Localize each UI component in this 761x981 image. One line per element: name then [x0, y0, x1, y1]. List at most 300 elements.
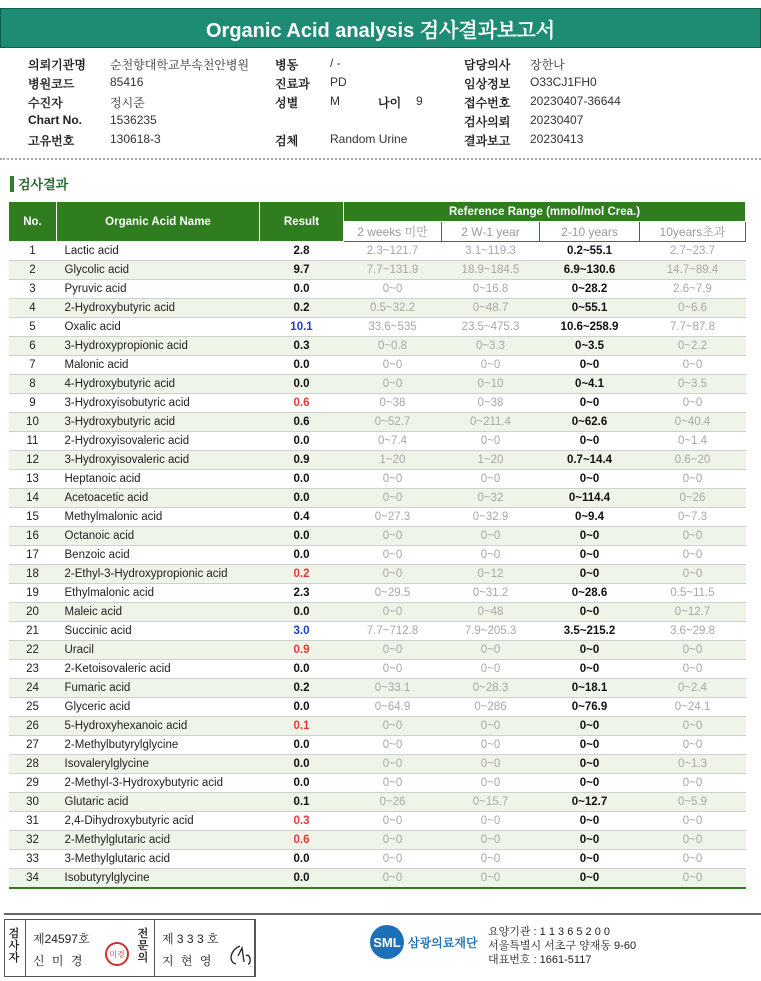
cell-no: 27: [9, 736, 57, 755]
col-header-result: Result: [260, 202, 344, 242]
cell-ref-2w-1y: 0~38: [442, 394, 540, 413]
cell-no: 26: [9, 717, 57, 736]
cell-ref-under-2w: 0~38: [344, 394, 442, 413]
cell-acid-name: 2-Hydroxybutyric acid: [57, 299, 260, 318]
cell-no: 1: [9, 242, 57, 261]
cell-result: 0.0: [260, 603, 344, 622]
section-header: [10, 174, 68, 193]
col1-label-1: 병원코드: [28, 77, 75, 91]
col3-label-3: 검사의뢰: [464, 115, 511, 129]
cell-ref-over-10y: 0.6~20: [640, 451, 746, 470]
col1-value-0: 순천향대학교부속천안병원: [110, 58, 250, 72]
cell-ref-over-10y: 0~2.4: [640, 679, 746, 698]
cell-ref-under-2w: 0~0: [344, 774, 442, 793]
table-row: [9, 850, 746, 869]
cell-ref-2-10y: 0~0: [540, 850, 640, 869]
col1-value-4: 130618-3: [110, 132, 161, 146]
cell-result: 0.6: [260, 831, 344, 850]
cell-no: 12: [9, 451, 57, 470]
cell-ref-under-2w: 0~64.9: [344, 698, 442, 717]
cell-ref-2-10y: 0~12.7: [540, 793, 640, 812]
cell-ref-under-2w: 0~26: [344, 793, 442, 812]
cell-no: 24: [9, 679, 57, 698]
subheader-age-4: 10years초과: [640, 222, 746, 242]
cell-ref-over-10y: 0~6.6: [640, 299, 746, 318]
cell-ref-under-2w: 0~0: [344, 280, 442, 299]
cell-ref-over-10y: 0~7.3: [640, 508, 746, 527]
cell-ref-over-10y: 0~0: [640, 660, 746, 679]
cell-ref-over-10y: 0~0: [640, 527, 746, 546]
table-row: [9, 603, 746, 622]
cell-ref-over-10y: 0~40.4: [640, 413, 746, 432]
cell-ref-2-10y: 6.9~130.6: [540, 261, 640, 280]
cell-acid-name: 2-Hydroxyisovaleric acid: [57, 432, 260, 451]
cell-no: 6: [9, 337, 57, 356]
cell-acid-name: 2-Ethyl-3-Hydroxypropionic acid: [57, 565, 260, 584]
cell-ref-2w-1y: 0~0: [442, 660, 540, 679]
cell-ref-under-2w: 0~0: [344, 869, 442, 889]
cell-acid-name: Methylmalonic acid: [57, 508, 260, 527]
col2-value-1: PD: [330, 75, 347, 89]
cell-acid-name: Succinic acid: [57, 622, 260, 641]
cell-ref-2w-1y: 0~0: [442, 869, 540, 889]
cell-no: 19: [9, 584, 57, 603]
col3-label-0: 담당의사: [464, 58, 511, 72]
col2-value-2: M: [330, 94, 340, 108]
cell-ref-2-10y: 0~0: [540, 356, 640, 375]
cell-ref-under-2w: 0~0: [344, 489, 442, 508]
table-row: [9, 261, 746, 280]
col2-label-2: 성별: [275, 96, 299, 110]
cell-no: 31: [9, 812, 57, 831]
cell-ref-under-2w: 2.3~121.7: [344, 242, 442, 261]
col3-value-1: O33CJ1FH0: [530, 75, 597, 89]
cell-ref-over-10y: 0~24.1: [640, 698, 746, 717]
cell-ref-2-10y: 0~0: [540, 546, 640, 565]
cell-ref-under-2w: 0~0: [344, 470, 442, 489]
institution-logo: [370, 925, 478, 959]
cell-no: 25: [9, 698, 57, 717]
cell-ref-2-10y: 0~0: [540, 774, 640, 793]
cell-result: 0.0: [260, 527, 344, 546]
cell-no: 3: [9, 280, 57, 299]
cell-ref-2w-1y: 7.9~205.3: [442, 622, 540, 641]
cell-ref-2-10y: 0~4.1: [540, 375, 640, 394]
cell-ref-2w-1y: 0~48: [442, 603, 540, 622]
cell-ref-2w-1y: 0~48.7: [442, 299, 540, 318]
results-table: [8, 201, 746, 889]
cell-ref-2w-1y: 1~20: [442, 451, 540, 470]
table-row: [9, 337, 746, 356]
cell-ref-2-10y: 3.5~215.2: [540, 622, 640, 641]
table-row: [9, 280, 746, 299]
institution-address: [488, 925, 636, 967]
cell-acid-name: 2-Methylglutaric acid: [57, 831, 260, 850]
cell-result: 0.0: [260, 470, 344, 489]
col3-label-2: 접수번호: [464, 96, 511, 110]
table-row: [9, 527, 746, 546]
col-header-name: Organic Acid Name: [57, 202, 260, 242]
cell-ref-under-2w: 0~0: [344, 660, 442, 679]
cell-ref-under-2w: 0~29.5: [344, 584, 442, 603]
col1-value-3: 1536235: [110, 113, 157, 127]
cell-ref-over-10y: 0~26: [640, 489, 746, 508]
cell-no: 5: [9, 318, 57, 337]
cell-result: 9.7: [260, 261, 344, 280]
cell-result: 0.6: [260, 413, 344, 432]
cell-acid-name: 2-Methyl-3-Hydroxybutyric acid: [57, 774, 260, 793]
cell-acid-name: 3-Hydroxypropionic acid: [57, 337, 260, 356]
col3-label-4: 결과보고: [464, 134, 511, 148]
cell-result: 0.3: [260, 337, 344, 356]
cell-result: 0.1: [260, 717, 344, 736]
cell-acid-name: 3-Hydroxyisovaleric acid: [57, 451, 260, 470]
cell-ref-under-2w: 0~0: [344, 603, 442, 622]
cell-ref-2w-1y: 0~16.8: [442, 280, 540, 299]
col1-label-3: Chart No.: [28, 113, 82, 127]
cell-acid-name: Benzoic acid: [57, 546, 260, 565]
cell-ref-2-10y: 0~0: [540, 755, 640, 774]
cell-result: 2.3: [260, 584, 344, 603]
cell-ref-over-10y: 0.5~11.5: [640, 584, 746, 603]
logo-name: 삼광의료재단: [408, 935, 478, 950]
cell-ref-over-10y: 0~0: [640, 774, 746, 793]
cell-acid-name: 3-Hydroxyisobutyric acid: [57, 394, 260, 413]
table-row: [9, 869, 746, 889]
cell-no: 20: [9, 603, 57, 622]
cell-ref-2-10y: 0~0: [540, 869, 640, 889]
cell-ref-under-2w: 1~20: [344, 451, 442, 470]
table-row: [9, 717, 746, 736]
cell-ref-under-2w: 0~0: [344, 717, 442, 736]
table-row: [9, 356, 746, 375]
cell-acid-name: Heptanoic acid: [57, 470, 260, 489]
tester-label: 검사자: [8, 928, 20, 964]
cell-ref-under-2w: 0~52.7: [344, 413, 442, 432]
table-row: [9, 584, 746, 603]
cell-ref-2w-1y: 0~286: [442, 698, 540, 717]
table-row: [9, 318, 746, 337]
table-row: [9, 508, 746, 527]
cell-ref-2-10y: 0~28.2: [540, 280, 640, 299]
table-row: [9, 736, 746, 755]
col1-label-2: 수진자: [28, 96, 63, 110]
cell-no: 13: [9, 470, 57, 489]
cell-ref-2-10y: 0.2~55.1: [540, 242, 640, 261]
cell-acid-name: Isovalerylglycine: [57, 755, 260, 774]
cell-ref-over-10y: 3.6~29.8: [640, 622, 746, 641]
cell-ref-over-10y: 0~1.4: [640, 432, 746, 451]
cell-ref-under-2w: 0~7.4: [344, 432, 442, 451]
cell-ref-under-2w: 7.7~131.9: [344, 261, 442, 280]
cell-result: 0.0: [260, 546, 344, 565]
table-row: [9, 679, 746, 698]
cell-acid-name: Glutaric acid: [57, 793, 260, 812]
cell-result: 0.6: [260, 394, 344, 413]
cell-acid-name: 5-Hydroxyhexanoic acid: [57, 717, 260, 736]
cell-result: 0.0: [260, 774, 344, 793]
cell-ref-over-10y: 0~0: [640, 812, 746, 831]
cell-ref-2w-1y: 0~15.7: [442, 793, 540, 812]
cell-ref-over-10y: 14.7~89.4: [640, 261, 746, 280]
cell-acid-name: Fumaric acid: [57, 679, 260, 698]
col3-value-0: 장한나: [530, 58, 565, 72]
report-title: Organic Acid analysis 검사결과보고서: [0, 8, 761, 48]
cell-acid-name: 4-Hydroxybutyric acid: [57, 375, 260, 394]
specialist-signature-box: [134, 919, 255, 977]
cell-ref-2w-1y: 0~0: [442, 774, 540, 793]
cell-no: 28: [9, 755, 57, 774]
cell-ref-2w-1y: 0~0: [442, 641, 540, 660]
institution-code: 요양기관 : 1 1 3 6 5 2 0 0: [488, 926, 611, 938]
cell-result: 0.4: [260, 508, 344, 527]
table-row: [9, 394, 746, 413]
cell-ref-2-10y: 0~62.6: [540, 413, 640, 432]
cell-ref-over-10y: 0~0: [640, 869, 746, 889]
tester-stamp: 미경: [105, 942, 129, 966]
cell-no: 10: [9, 413, 57, 432]
cell-no: 18: [9, 565, 57, 584]
col3-label-1: 임상정보: [464, 77, 511, 91]
cell-ref-under-2w: 0.5~32.2: [344, 299, 442, 318]
cell-no: 29: [9, 774, 57, 793]
col-header-no: No.: [9, 202, 57, 242]
table-row: [9, 660, 746, 679]
cell-ref-2-10y: 0~0: [540, 432, 640, 451]
cell-ref-over-10y: 0~1.3: [640, 755, 746, 774]
cell-ref-over-10y: 0~0: [640, 546, 746, 565]
cell-no: 34: [9, 869, 57, 889]
cell-ref-2-10y: 0.7~14.4: [540, 451, 640, 470]
cell-no: 8: [9, 375, 57, 394]
cell-result: 0.0: [260, 850, 344, 869]
cell-ref-over-10y: 0~0: [640, 565, 746, 584]
cell-result: 0.0: [260, 356, 344, 375]
cell-result: 0.0: [260, 736, 344, 755]
cell-ref-under-2w: 0~27.3: [344, 508, 442, 527]
cell-ref-under-2w: 0~0: [344, 527, 442, 546]
cell-ref-under-2w: 0~0: [344, 850, 442, 869]
cell-result: 0.0: [260, 432, 344, 451]
cell-ref-2-10y: 0~0: [540, 812, 640, 831]
cell-acid-name: Lactic acid: [57, 242, 260, 261]
cell-ref-2-10y: 0~9.4: [540, 508, 640, 527]
cell-acid-name: Malonic acid: [57, 356, 260, 375]
cell-result: 0.2: [260, 679, 344, 698]
cell-ref-2-10y: 0~28.6: [540, 584, 640, 603]
cell-ref-2w-1y: 0~31.2: [442, 584, 540, 603]
signature-mark: [226, 942, 254, 968]
col1-value-1: 85416: [110, 75, 144, 89]
cell-ref-2-10y: 0~55.1: [540, 299, 640, 318]
tester-license: 제24597호: [33, 932, 90, 946]
cell-no: 11: [9, 432, 57, 451]
col2-value-3: Random Urine: [330, 132, 408, 146]
table-row: [9, 432, 746, 451]
cell-result: 0.2: [260, 299, 344, 318]
table-row: [9, 793, 746, 812]
cell-ref-under-2w: 0~0: [344, 375, 442, 394]
cell-ref-2w-1y: 0~0: [442, 432, 540, 451]
cell-result: 0.0: [260, 698, 344, 717]
cell-ref-over-10y: 0~0: [640, 736, 746, 755]
cell-result: 10.1: [260, 318, 344, 337]
cell-no: 4: [9, 299, 57, 318]
cell-no: 7: [9, 356, 57, 375]
cell-no: 2: [9, 261, 57, 280]
col2-label-1: 진료과: [275, 77, 310, 91]
cell-acid-name: Octanoic acid: [57, 527, 260, 546]
cell-result: 0.0: [260, 280, 344, 299]
cell-acid-name: Isobutyrylglycine: [57, 869, 260, 889]
table-row: [9, 698, 746, 717]
col3-value-2: 20230407-36644: [530, 94, 621, 108]
cell-ref-2w-1y: 23.5~475.3: [442, 318, 540, 337]
col2-value-0: / -: [330, 56, 341, 70]
cell-ref-over-10y: 0~0: [640, 394, 746, 413]
cell-result: 0.9: [260, 451, 344, 470]
cell-ref-2-10y: 0~0: [540, 660, 640, 679]
cell-ref-2w-1y: 0~0: [442, 831, 540, 850]
cell-ref-2w-1y: 0~0: [442, 546, 540, 565]
table-row: [9, 565, 746, 584]
table-row: [9, 413, 746, 432]
divider: [0, 158, 761, 160]
cell-ref-under-2w: 0~0: [344, 565, 442, 584]
cell-ref-2w-1y: 0~0: [442, 812, 540, 831]
cell-ref-2w-1y: 18.9~184.5: [442, 261, 540, 280]
cell-result: 0.0: [260, 375, 344, 394]
cell-result: 0.0: [260, 660, 344, 679]
cell-acid-name: Ethylmalonic acid: [57, 584, 260, 603]
table-row: [9, 242, 746, 261]
cell-acid-name: Maleic acid: [57, 603, 260, 622]
col1-label-4: 고유번호: [28, 134, 75, 148]
cell-acid-name: Glycolic acid: [57, 261, 260, 280]
table-row: [9, 546, 746, 565]
table-row: [9, 774, 746, 793]
cell-ref-under-2w: 0~0: [344, 812, 442, 831]
cell-no: 21: [9, 622, 57, 641]
col1-value-2: 정시준: [110, 96, 145, 110]
cell-acid-name: 2,4-Dihydroxybutyric acid: [57, 812, 260, 831]
cell-acid-name: 2-Methylbutyrylglycine: [57, 736, 260, 755]
institution-phone: 대표번호 : 1661-5117: [488, 954, 592, 966]
cell-acid-name: Oxalic acid: [57, 318, 260, 337]
cell-ref-2w-1y: 0~10: [442, 375, 540, 394]
report-footer: [4, 913, 761, 979]
cell-no: 23: [9, 660, 57, 679]
cell-ref-2w-1y: 0~32: [442, 489, 540, 508]
cell-no: 30: [9, 793, 57, 812]
cell-ref-over-10y: 0~3.5: [640, 375, 746, 394]
cell-acid-name: 3-Hydroxybutyric acid: [57, 413, 260, 432]
institution-street: 서울특별시 서초구 양재동 9-60: [488, 940, 637, 952]
cell-ref-under-2w: 0~0: [344, 755, 442, 774]
cell-result: 0.0: [260, 755, 344, 774]
subheader-age-1: 2 weeks 미만: [344, 222, 442, 242]
cell-no: 16: [9, 527, 57, 546]
tester-name: 신 미 경: [33, 954, 85, 968]
cell-ref-2w-1y: 0~0: [442, 470, 540, 489]
cell-ref-2-10y: 0~76.9: [540, 698, 640, 717]
cell-ref-2w-1y: 0~211.4: [442, 413, 540, 432]
table-row: [9, 831, 746, 850]
table-row: [9, 755, 746, 774]
cell-ref-2-10y: 10.6~258.9: [540, 318, 640, 337]
cell-ref-2-10y: 0~0: [540, 736, 640, 755]
cell-ref-under-2w: 0~0: [344, 546, 442, 565]
table-row: [9, 470, 746, 489]
cell-ref-under-2w: 33.6~535: [344, 318, 442, 337]
cell-ref-over-10y: 0~0: [640, 831, 746, 850]
cell-ref-2w-1y: 0~32.9: [442, 508, 540, 527]
cell-ref-over-10y: 0~5.9: [640, 793, 746, 812]
table-row: [9, 489, 746, 508]
subheader-age-2: 2 W-1 year: [442, 222, 540, 242]
cell-ref-2-10y: 0~18.1: [540, 679, 640, 698]
cell-acid-name: Acetoacetic acid: [57, 489, 260, 508]
cell-ref-under-2w: 0~0: [344, 641, 442, 660]
cell-ref-over-10y: 0~0: [640, 470, 746, 489]
cell-no: 17: [9, 546, 57, 565]
cell-ref-2-10y: 0~0: [540, 527, 640, 546]
specialist-label: 전문의: [137, 928, 149, 964]
cell-ref-under-2w: 0~0: [344, 736, 442, 755]
cell-ref-under-2w: 7.7~712.8: [344, 622, 442, 641]
cell-ref-over-10y: 0~2.2: [640, 337, 746, 356]
cell-result: 0.0: [260, 489, 344, 508]
cell-ref-over-10y: 0~0: [640, 717, 746, 736]
cell-no: 33: [9, 850, 57, 869]
cell-ref-over-10y: 2.6~7.9: [640, 280, 746, 299]
cell-acid-name: 2-Ketoisovaleric acid: [57, 660, 260, 679]
cell-ref-under-2w: 0~0: [344, 356, 442, 375]
cell-ref-2w-1y: 0~3.3: [442, 337, 540, 356]
cell-ref-over-10y: 0~0: [640, 641, 746, 660]
cell-ref-2-10y: 0~0: [540, 470, 640, 489]
logo-mark: SML: [370, 925, 404, 959]
table-row: [9, 299, 746, 318]
cell-result: 3.0: [260, 622, 344, 641]
section-marker: [10, 176, 14, 192]
cell-ref-over-10y: 7.7~87.8: [640, 318, 746, 337]
col2-label-3: 검체: [275, 134, 299, 148]
cell-result: 2.8: [260, 242, 344, 261]
cell-ref-under-2w: 0~33.1: [344, 679, 442, 698]
cell-result: 0.2: [260, 565, 344, 584]
cell-result: 0.9: [260, 641, 344, 660]
cell-ref-over-10y: 0~0: [640, 356, 746, 375]
specialist-license: 제 3 3 3 호: [162, 932, 219, 946]
table-row: [9, 641, 746, 660]
cell-acid-name: Uracil: [57, 641, 260, 660]
age-label: 나이: [378, 96, 402, 110]
cell-ref-2-10y: 0~0: [540, 565, 640, 584]
cell-ref-2w-1y: 0~0: [442, 736, 540, 755]
cell-ref-over-10y: 2.7~23.7: [640, 242, 746, 261]
cell-ref-2-10y: 0~0: [540, 831, 640, 850]
cell-ref-2-10y: 0~0: [540, 394, 640, 413]
cell-ref-2-10y: 0~0: [540, 717, 640, 736]
cell-ref-over-10y: 0~0: [640, 850, 746, 869]
cell-ref-2w-1y: 0~12: [442, 565, 540, 584]
cell-ref-2w-1y: 0~0: [442, 717, 540, 736]
cell-acid-name: Pyruvic acid: [57, 280, 260, 299]
cell-result: 0.3: [260, 812, 344, 831]
cell-ref-under-2w: 0~0.8: [344, 337, 442, 356]
table-row: [9, 375, 746, 394]
